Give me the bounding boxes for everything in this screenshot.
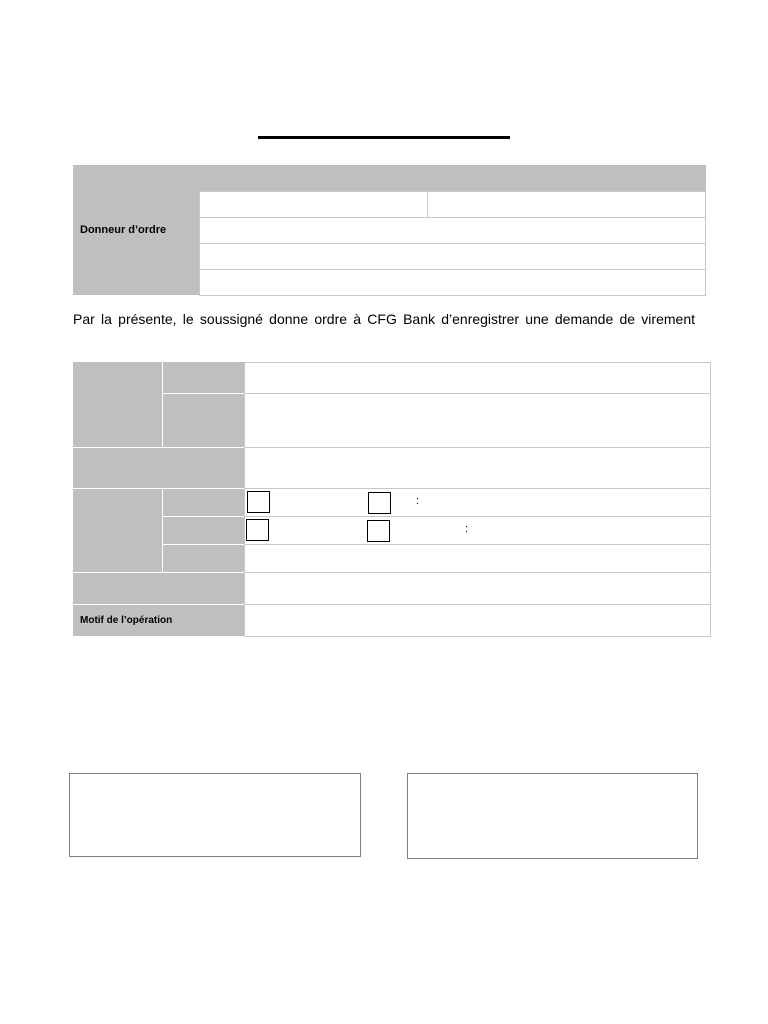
beneficiary-field-2[interactable] xyxy=(244,393,711,448)
row-label-1 xyxy=(73,191,199,217)
row-label-date xyxy=(73,573,244,604)
field-1b[interactable] xyxy=(427,191,706,218)
title-underline xyxy=(258,136,510,139)
checkbox-1b[interactable] xyxy=(368,492,391,514)
ordering-party-field[interactable] xyxy=(199,217,706,244)
reason-label xyxy=(73,605,244,636)
field-4[interactable] xyxy=(199,269,706,296)
row-label-3 xyxy=(73,243,199,269)
colon-1: : xyxy=(416,495,420,507)
beneficiary-group-label xyxy=(73,362,162,447)
field-3[interactable] xyxy=(199,243,706,270)
reason-field[interactable] xyxy=(244,604,711,637)
ordering-party-label xyxy=(73,217,199,243)
date-field[interactable] xyxy=(244,572,711,605)
ordering-party-label-text: Donneur d’ordre xyxy=(80,224,167,236)
options-sublabel-3 xyxy=(163,545,244,572)
reason-label-text: Motif de l’opération xyxy=(80,615,173,626)
client-section-header xyxy=(73,165,706,191)
transfer-statement: Par la présente, le soussigné donne ordre à CFG Bank d’enregistrer une demande de virement xyxy=(73,311,695,327)
beneficiary-field-1[interactable] xyxy=(244,362,711,394)
field-1a[interactable] xyxy=(199,191,428,218)
beneficiary-sublabel-2 xyxy=(163,394,244,447)
options-group-label xyxy=(73,489,162,572)
signature-box-right[interactable] xyxy=(407,773,698,859)
checkbox-2b[interactable] xyxy=(367,520,390,542)
amount-field[interactable] xyxy=(244,447,711,489)
beneficiary-sublabel-1 xyxy=(163,362,244,393)
options-sublabel-2 xyxy=(163,517,244,544)
options-row-3[interactable] xyxy=(244,544,711,573)
amount-label xyxy=(73,448,244,488)
checkbox-2a[interactable] xyxy=(246,519,269,541)
options-row-1 xyxy=(244,488,711,517)
row-label-4 xyxy=(73,269,199,295)
signature-box-left[interactable] xyxy=(69,773,361,857)
colon-2: : xyxy=(465,523,469,535)
options-sublabel-1 xyxy=(163,489,244,516)
checkbox-1a[interactable] xyxy=(247,491,270,513)
options-row-2 xyxy=(244,516,711,545)
